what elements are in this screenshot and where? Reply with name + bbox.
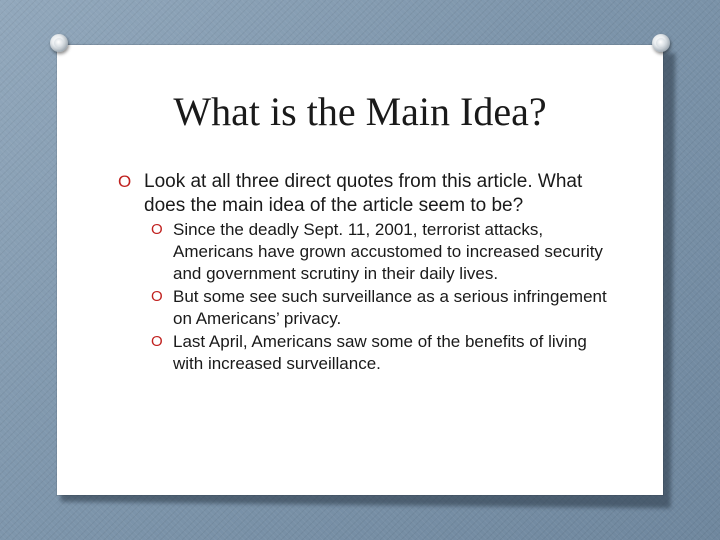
sub-bullet-item [117,331,617,375]
slide-title: What is the Main Idea? [173,89,547,134]
sub-bullet-text: Last April, Americans saw some of the benefits of living with increased surveillance. [173,332,587,373]
sub-bullet-item [117,219,617,285]
bullet-marker-icon: O [118,172,132,191]
bullet-text: Look at all three direct quotes from this article. What does the main idea of the article seem to be? [144,171,583,216]
bullet-marker-icon: O [151,288,163,305]
sub-bullet-text: Since the deadly Sept. 11, 2001, terrorist attacks, Americans have grown accustomed to increased security and government scrutiny in their daily lives. [173,220,603,283]
pushpin-icon [50,34,68,52]
sub-bullet-item [117,286,617,330]
slide-body [117,170,617,375]
sub-bullet-text: But some see such surveillance as a serious infringement on Americans’ privacy. [173,287,607,328]
bullet-marker-icon: O [151,333,163,350]
bullet-marker-icon: O [151,221,163,238]
bullet-item-main [117,170,617,218]
pushpin-icon [652,34,670,52]
